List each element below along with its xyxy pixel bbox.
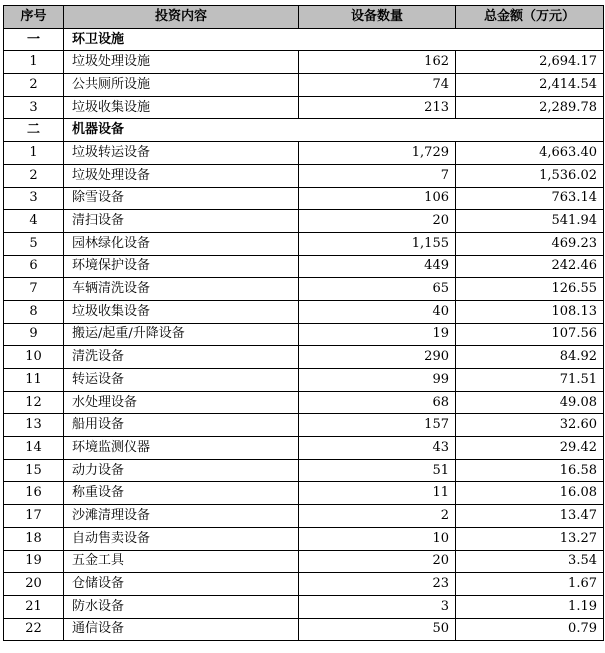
item-amount: 126.55 (456, 278, 604, 301)
item-amount: 84.92 (456, 346, 604, 369)
item-count: 40 (299, 300, 456, 323)
item-amount: 107.56 (456, 323, 604, 346)
item-amount: 2,289.78 (456, 96, 604, 119)
item-count: 2 (299, 505, 456, 528)
item-count: 7 (299, 164, 456, 187)
header-content: 投资内容 (64, 6, 299, 29)
item-amount: 469.23 (456, 232, 604, 255)
table-row (4, 618, 604, 641)
header-row (4, 6, 604, 29)
item-name: 公共厕所设施 (64, 74, 299, 97)
table-row (4, 74, 604, 97)
table-row (4, 595, 604, 618)
item-count: 3 (299, 595, 456, 618)
row-number: 3 (4, 96, 64, 119)
row-number: 17 (4, 505, 64, 528)
item-count: 20 (299, 210, 456, 233)
item-count: 51 (299, 459, 456, 482)
item-count: 106 (299, 187, 456, 210)
table-row (4, 232, 604, 255)
section-row (4, 28, 604, 51)
section-title: 机器设备 (64, 119, 604, 142)
table-row (4, 96, 604, 119)
row-number: 5 (4, 232, 64, 255)
row-number: 7 (4, 278, 64, 301)
item-name: 动力设备 (64, 459, 299, 482)
item-count: 213 (299, 96, 456, 119)
row-number: 14 (4, 437, 64, 460)
table-row (4, 255, 604, 278)
item-name: 垃圾处理设备 (64, 164, 299, 187)
item-count: 43 (299, 437, 456, 460)
table-row (4, 369, 604, 392)
item-count: 68 (299, 391, 456, 414)
item-count: 74 (299, 74, 456, 97)
table-row (4, 142, 604, 165)
item-amount: 1,536.02 (456, 164, 604, 187)
item-count: 50 (299, 618, 456, 641)
item-name: 搬运/起重/升降设备 (64, 323, 299, 346)
item-count: 99 (299, 369, 456, 392)
row-number: 2 (4, 164, 64, 187)
item-amount: 16.58 (456, 459, 604, 482)
item-name: 除雪设备 (64, 187, 299, 210)
section-number: 一 (4, 28, 64, 51)
table-row (4, 164, 604, 187)
section-number: 二 (4, 119, 64, 142)
header-no: 序号 (4, 6, 64, 29)
item-name: 五金工具 (64, 550, 299, 573)
item-amount: 242.46 (456, 255, 604, 278)
item-count: 157 (299, 414, 456, 437)
item-amount: 29.42 (456, 437, 604, 460)
row-number: 13 (4, 414, 64, 437)
item-name: 自动售卖设备 (64, 527, 299, 550)
item-amount: 32.60 (456, 414, 604, 437)
item-amount: 13.27 (456, 527, 604, 550)
row-number: 22 (4, 618, 64, 641)
table-row (4, 300, 604, 323)
item-name: 转运设备 (64, 369, 299, 392)
item-name: 垃圾转运设备 (64, 142, 299, 165)
table-row (4, 278, 604, 301)
section-title: 环卫设施 (64, 28, 604, 51)
item-amount: 0.79 (456, 618, 604, 641)
row-number: 15 (4, 459, 64, 482)
row-number: 1 (4, 142, 64, 165)
item-name: 称重设备 (64, 482, 299, 505)
section-row (4, 119, 604, 142)
table-body (4, 28, 604, 641)
item-amount: 2,414.54 (456, 74, 604, 97)
row-number: 9 (4, 323, 64, 346)
item-amount: 71.51 (456, 369, 604, 392)
row-number: 1 (4, 51, 64, 74)
item-amount: 763.14 (456, 187, 604, 210)
header-amount: 总金额（万元） (456, 6, 604, 29)
table-row (4, 187, 604, 210)
row-number: 10 (4, 346, 64, 369)
item-name: 垃圾处理设施 (64, 51, 299, 74)
row-number: 12 (4, 391, 64, 414)
item-count: 11 (299, 482, 456, 505)
item-count: 10 (299, 527, 456, 550)
item-name: 清洗设备 (64, 346, 299, 369)
item-name: 沙滩清理设备 (64, 505, 299, 528)
item-amount: 49.08 (456, 391, 604, 414)
table-row (4, 550, 604, 573)
item-name: 仓储设备 (64, 573, 299, 596)
table-row (4, 573, 604, 596)
item-amount: 108.13 (456, 300, 604, 323)
item-amount: 1.67 (456, 573, 604, 596)
item-name: 环境保护设备 (64, 255, 299, 278)
item-amount: 3.54 (456, 550, 604, 573)
item-count: 162 (299, 51, 456, 74)
row-number: 4 (4, 210, 64, 233)
table-row (4, 51, 604, 74)
item-name: 垃圾收集设施 (64, 96, 299, 119)
item-amount: 541.94 (456, 210, 604, 233)
table-row (4, 505, 604, 528)
header-count: 设备数量 (299, 6, 456, 29)
item-count: 65 (299, 278, 456, 301)
item-count: 1,729 (299, 142, 456, 165)
item-amount: 4,663.40 (456, 142, 604, 165)
item-count: 449 (299, 255, 456, 278)
item-amount: 2,694.17 (456, 51, 604, 74)
item-count: 290 (299, 346, 456, 369)
table-row (4, 437, 604, 460)
item-count: 23 (299, 573, 456, 596)
table-row (4, 391, 604, 414)
item-count: 19 (299, 323, 456, 346)
row-number: 16 (4, 482, 64, 505)
row-number: 6 (4, 255, 64, 278)
item-name: 环境监测仪器 (64, 437, 299, 460)
item-amount: 16.08 (456, 482, 604, 505)
row-number: 20 (4, 573, 64, 596)
investment-table (3, 5, 604, 641)
table-row (4, 346, 604, 369)
table-row (4, 414, 604, 437)
row-number: 2 (4, 74, 64, 97)
row-number: 18 (4, 527, 64, 550)
item-amount: 1.19 (456, 595, 604, 618)
row-number: 3 (4, 187, 64, 210)
item-count: 20 (299, 550, 456, 573)
item-name: 船用设备 (64, 414, 299, 437)
table-row (4, 459, 604, 482)
item-amount: 13.47 (456, 505, 604, 528)
table-row (4, 210, 604, 233)
table-row (4, 323, 604, 346)
item-name: 清扫设备 (64, 210, 299, 233)
item-name: 通信设备 (64, 618, 299, 641)
item-name: 园林绿化设备 (64, 232, 299, 255)
row-number: 21 (4, 595, 64, 618)
row-number: 19 (4, 550, 64, 573)
item-name: 水处理设备 (64, 391, 299, 414)
item-name: 垃圾收集设备 (64, 300, 299, 323)
table-row (4, 527, 604, 550)
item-name: 防水设备 (64, 595, 299, 618)
row-number: 11 (4, 369, 64, 392)
table-row (4, 482, 604, 505)
item-name: 车辆清洗设备 (64, 278, 299, 301)
row-number: 8 (4, 300, 64, 323)
item-count: 1,155 (299, 232, 456, 255)
